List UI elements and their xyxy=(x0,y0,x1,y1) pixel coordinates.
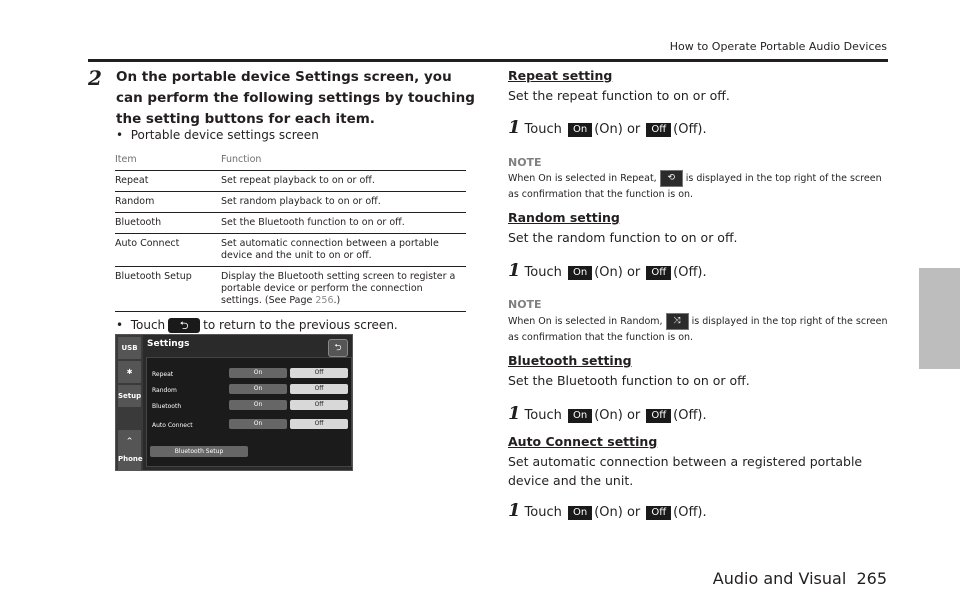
on-text: (On) or xyxy=(594,122,641,137)
note-text-end: is displayed in the top right of the screen as confirmation that the function is on. xyxy=(508,316,888,343)
repeat-off-button: Off xyxy=(290,368,348,378)
function-text-end: .) xyxy=(333,295,341,306)
table-row xyxy=(115,212,466,233)
on-text: (On) or xyxy=(594,408,641,423)
on-button: On xyxy=(568,123,592,137)
table-cell-function: Set repeat playback to on or off. xyxy=(221,175,375,186)
on-button: On xyxy=(568,266,592,280)
table-cell-function xyxy=(221,271,466,307)
bullet-text: Touch xyxy=(130,318,166,332)
table-cell-item: Random xyxy=(115,196,155,207)
row-label: Bluetooth xyxy=(152,403,182,410)
table-cell-item: Bluetooth xyxy=(115,217,162,228)
off-text: (Off). xyxy=(673,265,707,280)
on-button: On xyxy=(568,506,592,520)
autoconnect-desc: Set automatic connection between a registered portable device and the unit. xyxy=(508,454,863,488)
bluetooth-touch-step xyxy=(508,403,707,424)
bluetooth-icon: ✱ xyxy=(118,361,141,383)
repeat-icon: ⟲ xyxy=(660,170,683,187)
autoconnect-off-button: Off xyxy=(290,419,348,429)
autoconnect-touch-step xyxy=(508,500,707,521)
random-desc: Set the random function to on or off. xyxy=(508,230,738,245)
page-link[interactable]: 256 xyxy=(315,295,334,306)
bluetooth-setup-button: Bluetooth Setup xyxy=(150,446,248,457)
table-cell-item: Auto Connect xyxy=(115,238,180,249)
header-rule xyxy=(88,59,888,62)
table-row xyxy=(115,170,466,191)
phone-button: Phone xyxy=(118,448,141,470)
table-cell-function: Set random playback to on or off. xyxy=(221,196,381,207)
random-touch-step xyxy=(508,260,707,281)
random-icon: ⤨ xyxy=(666,313,689,330)
touch-word: Touch xyxy=(524,408,562,423)
row-label: Repeat xyxy=(152,371,174,378)
step-number: 2 xyxy=(88,66,102,90)
touch-word: Touch xyxy=(524,505,562,520)
note-label: NOTE xyxy=(508,156,542,169)
substep-number: 1 xyxy=(508,117,521,138)
bullet-settings-screen: • Portable device settings screen xyxy=(116,128,319,142)
autoconnect-on-button: On xyxy=(229,419,287,429)
random-on-button: On xyxy=(229,384,287,394)
off-text: (Off). xyxy=(673,408,707,423)
touch-word: Touch xyxy=(524,265,562,280)
repeat-note xyxy=(508,170,888,203)
on-button: On xyxy=(568,409,592,423)
section-title: How to Operate Portable Audio Devices xyxy=(669,40,887,53)
random-note xyxy=(508,313,888,346)
column-header-item: Item xyxy=(115,154,137,165)
up-arrow-icon: ^ xyxy=(118,430,141,452)
settings-table xyxy=(115,154,466,312)
on-text: (On) or xyxy=(594,505,641,520)
touch-word: Touch xyxy=(524,122,562,137)
table-row xyxy=(115,191,466,212)
off-button: Off xyxy=(646,409,671,423)
settings-panel xyxy=(146,357,352,467)
repeat-heading: Repeat setting xyxy=(508,68,613,83)
bluetooth-on-button: On xyxy=(229,400,287,410)
settings-screen-image xyxy=(115,334,353,471)
substep-number: 1 xyxy=(508,260,521,281)
row-label: Random xyxy=(152,387,177,394)
bullet-back-instruction: • Touch ⮌ to return to the previous screen. xyxy=(116,318,398,332)
usb-button: USB xyxy=(118,337,141,359)
step-text: On the portable device Settings screen, you can perform the following settings by touching the setting buttons for each item. xyxy=(116,69,475,127)
back-arrow-icon: ⮌ xyxy=(168,318,200,333)
chapter-name: Audio and Visual xyxy=(712,569,847,588)
back-arrow-icon: ⮌ xyxy=(328,339,348,357)
table-row xyxy=(115,233,466,266)
note-text: When On is selected in Repeat, xyxy=(508,173,657,184)
substep-number: 1 xyxy=(508,500,521,521)
repeat-desc: Set the repeat function to on or off. xyxy=(508,88,730,103)
random-heading: Random setting xyxy=(508,210,620,225)
note-text-end: is displayed in the top right of the screen as confirmation that the function is on. xyxy=(508,173,882,200)
bluetooth-off-button: Off xyxy=(290,400,348,410)
autoconnect-heading: Auto Connect setting xyxy=(508,434,658,449)
off-text: (Off). xyxy=(673,505,707,520)
screen-title: Settings xyxy=(147,339,190,349)
off-button: Off xyxy=(646,506,671,520)
on-text: (On) or xyxy=(594,265,641,280)
function-text: Display the Bluetooth setting screen to register a portable device or perform the connection settings. (See Page xyxy=(221,271,456,306)
page-footer xyxy=(713,569,887,588)
row-label: Auto Connect xyxy=(152,422,193,429)
table-cell-function: Set the Bluetooth function to on or off. xyxy=(221,217,405,228)
table-cell-item: Repeat xyxy=(115,175,149,186)
bullet-text-end: to return to the previous screen. xyxy=(203,318,398,332)
random-off-button: Off xyxy=(290,384,348,394)
substep-number: 1 xyxy=(508,403,521,424)
bluetooth-desc: Set the Bluetooth function to on or off. xyxy=(508,373,750,388)
note-label: NOTE xyxy=(508,298,542,311)
table-cell-item: Bluetooth Setup xyxy=(115,271,192,282)
off-button: Off xyxy=(646,266,671,280)
setup-button: Setup xyxy=(118,385,141,407)
off-button: Off xyxy=(646,123,671,137)
chapter-side-tab xyxy=(919,268,960,369)
bluetooth-heading: Bluetooth setting xyxy=(508,353,632,368)
bullet-text: Portable device settings screen xyxy=(130,128,319,142)
table-row xyxy=(115,266,466,312)
column-header-function: Function xyxy=(221,154,262,165)
repeat-touch-step xyxy=(508,117,707,138)
off-text: (Off). xyxy=(673,122,707,137)
screen-sidebar xyxy=(116,335,143,470)
table-cell-function: Set automatic connection between a portable device and the unit to on or off. xyxy=(221,238,439,261)
page-number: 265 xyxy=(856,569,887,588)
repeat-on-button: On xyxy=(229,368,287,378)
table-header xyxy=(115,154,466,170)
note-text: When On is selected in Random, xyxy=(508,316,663,327)
